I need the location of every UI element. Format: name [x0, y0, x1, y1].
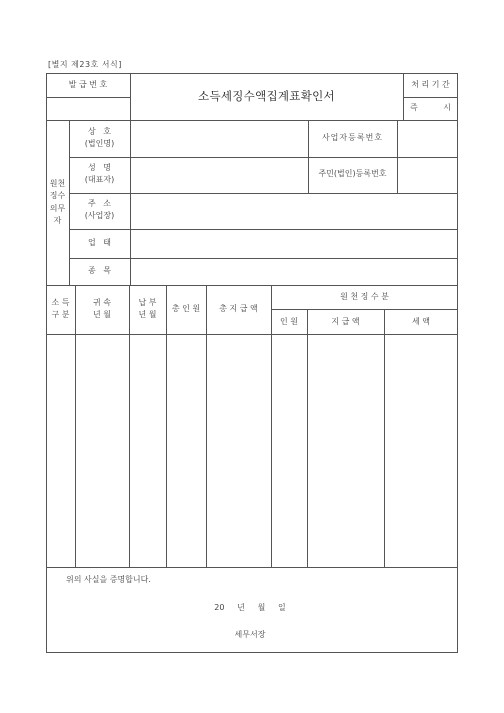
row-line-4 [69, 258, 458, 259]
issue-date: 20 년 월 일 [214, 603, 286, 612]
table-bottom-line [46, 567, 458, 568]
tax-amount-header: 세 액 [412, 317, 430, 326]
withholding-subheader-line [271, 309, 458, 310]
paid-amount-header: 지 급 액 [331, 317, 360, 326]
persons-header: 인 원 [280, 317, 298, 326]
income-type-header: 소 득 구 분 [51, 298, 70, 320]
business-type-label: 업 태 [87, 238, 112, 247]
col-divider-7 [384, 309, 385, 567]
address-label: 주 소 (사업장) [84, 199, 115, 221]
processing-period-value: 즉 시 [410, 103, 451, 112]
header-period-divider [403, 97, 458, 98]
form-title: 소득세징수액집계표확인서 [198, 89, 335, 103]
attribution-period-header: 귀 속 년 월 [93, 298, 111, 320]
withholding-group-header: 원 천 징 수 분 [340, 292, 389, 301]
col-divider-6 [307, 309, 308, 567]
tax-office-signer: 세무서장 [234, 630, 266, 639]
col-divider-4 [206, 285, 207, 567]
withholder-bottom-line [46, 285, 458, 286]
form-number-note: [별지 제23호 서식] [48, 60, 122, 69]
col-divider-2 [129, 285, 130, 567]
certification-statement: 위의 사실을 증명합니다. [66, 575, 151, 584]
table-header-bottom-line [46, 334, 458, 335]
payment-period-header: 납 부 년 월 [138, 298, 157, 320]
resident-reg-no-label: 주민(법인)등록번호 [318, 169, 387, 178]
withholder-field-divider [130, 120, 131, 285]
business-item-label: 종 목 [87, 266, 112, 275]
row-line-3 [69, 229, 458, 230]
trade-name-label: 상 호 (법인명) [84, 127, 115, 149]
total-paid-header: 총 지 급 액 [219, 304, 258, 313]
row-line-1 [69, 157, 458, 158]
withholder-section-label: 원천 징수 의무 자 [49, 179, 66, 226]
name-label: 성 명 (대표자) [84, 163, 115, 185]
col-divider-3 [166, 285, 167, 567]
total-persons-header: 총 인 원 [171, 304, 201, 313]
row-line-2 [69, 193, 458, 194]
issue-no-label: 발 급 번 호 [68, 80, 108, 89]
processing-period-label: 처 리 기 간 [411, 80, 450, 89]
issue-no-divider [46, 97, 130, 98]
col-divider-1 [75, 285, 76, 567]
business-reg-no-label: 사업자등록번호 [321, 133, 384, 142]
